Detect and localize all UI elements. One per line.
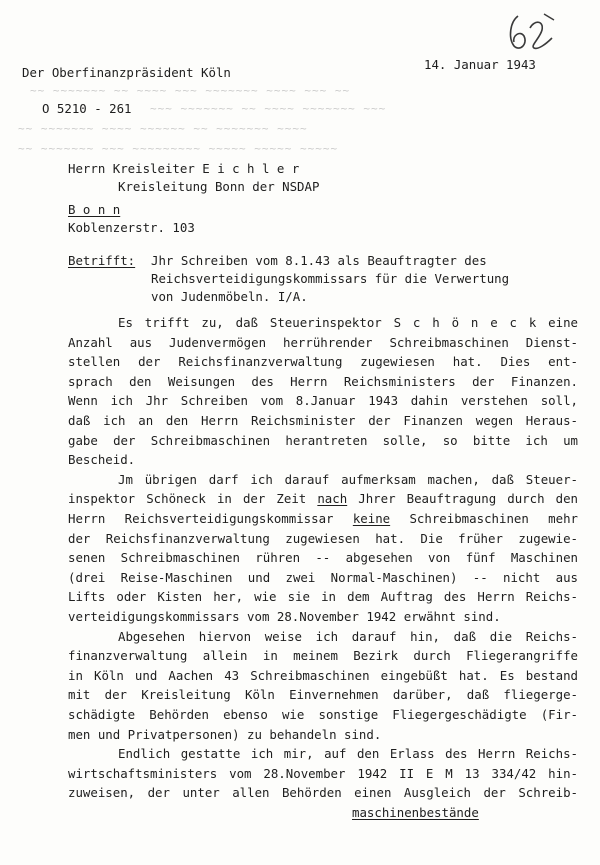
emphasized-word: nach (317, 491, 348, 507)
reference-number: O 5210 - 261 (42, 101, 132, 116)
body-line: Anzahl aus Judenvermögen herrührender Schreibmaschinen Dienst- (68, 334, 578, 350)
recipient-line-1 (68, 162, 299, 176)
recipient-street: Koblenzerstr. 103 (68, 220, 195, 235)
body-line: Herrn Reichsverteidigungskommissar keine Schreibmaschinen mehr (68, 511, 578, 526)
recipient-line-2: Kreisleitung Bonn der NSDAP (118, 179, 320, 194)
subject-line-3: von Judenmöbeln. I/A. (151, 289, 308, 304)
subject-label: Betrifft: (68, 253, 136, 268)
body-line: in Köln und Aachen 43 Schreibmaschinen eingebüßt hat. Es bestand (68, 667, 578, 683)
emphasized-word: keine (352, 511, 391, 526)
body-line: Lifts oder Kisten her, wie sie in dem Auftrag des Herrn Reichs- (68, 589, 578, 605)
body-line: der Reichsfinanzverwaltung zugewiesen hat. Die früher zugewie- (68, 530, 578, 546)
body-line: Es trifft zu, daß Steuerinspektor S c h ö n e c k eine (118, 315, 578, 330)
faded-bleed-through-line: ~~ ~~~~~~~ ~~~ ~~~~~~~~~ ~~~~~ ~~~~~ ~~~~~ (18, 142, 339, 155)
body-line: Jm übrigen darf ich darauf aufmerksam machen, daß Steuer- (118, 471, 578, 487)
body-line: senen Schreibmaschinen rühren -- abgesehen von fünf Maschinen (68, 550, 578, 566)
body-line: men und Privatpersonen) zu behandeln sind. (68, 726, 382, 742)
body-line: verteidigungskommissars vom 28.November 1942 erwähnt sind. (68, 609, 501, 624)
body-line: mit der Kreisleitung Köln Einvernehmen darüber, daß fliegerge- (68, 687, 578, 703)
body-line: zuweisen, der unter allen Behörden einen Ausgleich der Schreib- (68, 785, 578, 801)
handwritten-initials-icon (500, 8, 560, 56)
body-line: Wenn ich Jhr Schreiben vom 8.Januar 1943 dahin verstehen soll, (68, 393, 578, 409)
body-line: wirtschaftsministers vom 28.November 1942 II E M 13 334/42 hin- (68, 765, 578, 781)
letter-date: 14. Januar 1943 (424, 57, 536, 72)
body-line: Bescheid. (68, 452, 136, 468)
body-line: sprach den Weisungen des Herrn Reichsministers der Finanzen. (68, 373, 578, 389)
recipient-city: B o n n (68, 202, 121, 217)
body-line: finanzverwaltung allein in meinem Bezirk durch Fliegerangriffe (68, 648, 578, 664)
sender-line: Der Oberfinanzpräsident Köln (22, 65, 231, 80)
body-line: inspektor Schöneck in der Zeit nach Jhrer Beauftragung durch den (68, 491, 578, 507)
body-line: Endlich gestatte ich mir, auf den Erlass des Herrn Reichs- (118, 746, 578, 762)
subject-line-1: Jhr Schreiben vom 8.1.43 als Beauftragter des (151, 253, 487, 268)
body-line: (drei Reise-Maschinen und zwei Normal-Maschinen) -- nicht aus (68, 569, 578, 585)
body-line: stellen der Reichsfinanzverwaltung zugewiesen hat. Dies ent- (68, 354, 578, 370)
subject-line-2: Reichsverteidigungskommissars für die Verwertung (151, 271, 510, 286)
faded-bleed-through-line: ~~ ~~~~~~~ ~~ ~~~~ ~~~ ~~~~~~~ ~~~~ ~~~ ~~ (30, 84, 351, 97)
recipient-title: Herrn Kreisleiter (68, 161, 195, 176)
faded-bleed-through-line: ~~~ ~~~~~~~ ~~ ~~~~ ~~~~~~~ ~~~ (150, 102, 387, 115)
body-line: schädigte Behörden ebenso wie sonstige Fliegergeschädigte (Fir- (68, 707, 578, 722)
body-line: maschinenbestände (352, 805, 479, 820)
recipient-name: E i c h l e r (202, 161, 300, 176)
body-line: daß ich an den Herrn Reichsminister der Finanzen wegen Heraus- (68, 413, 578, 428)
body-line: Abgesehen hiervon weise ich darauf hin, daß die Reichs- (118, 628, 578, 644)
faded-bleed-through-line: ~~ ~~~~~~~ ~~~~ ~~~~~~ ~~ ~~~~~~~ ~~~~ (18, 122, 308, 135)
body-line: gabe der Schreibmaschinen herantreten solle, so bitte ich um (68, 432, 578, 448)
